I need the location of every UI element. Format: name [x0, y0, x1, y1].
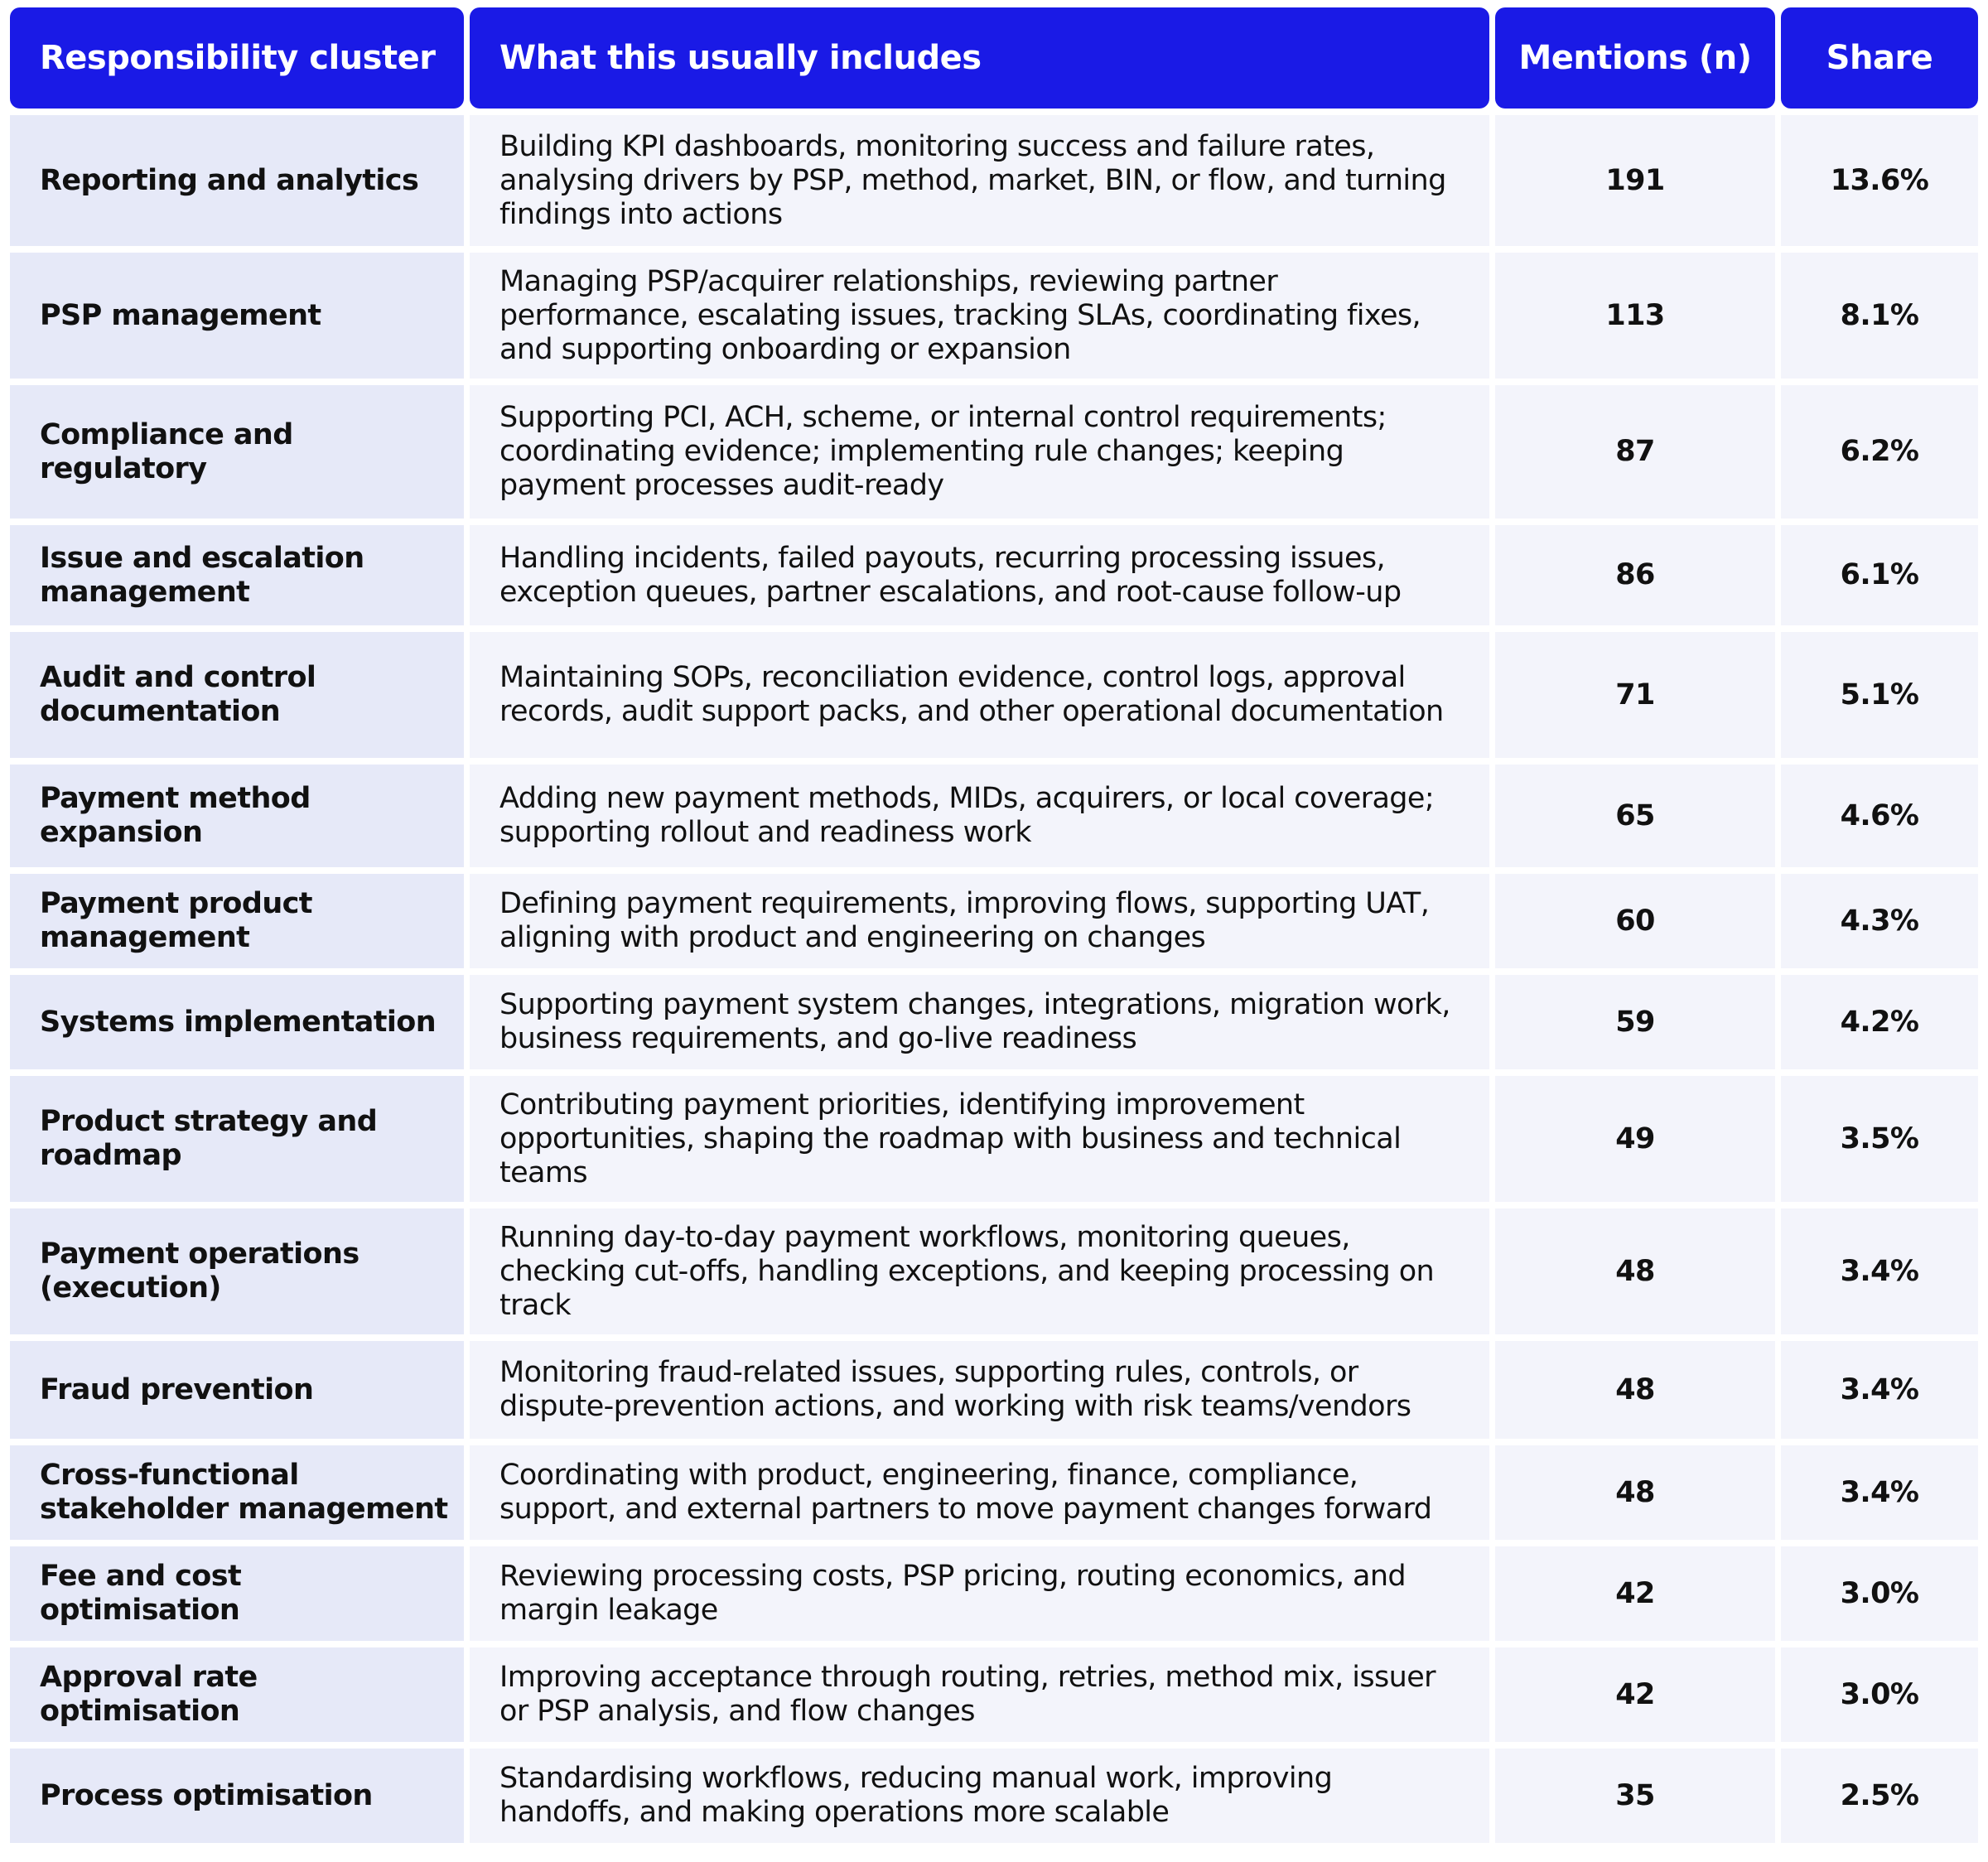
share-cell: 4.3%: [1781, 874, 1978, 968]
description-cell: Coordinating with product, engineering, finance, compliance, support, and external partners to move payment changes forward: [470, 1445, 1489, 1540]
header-mentions: Mentions (n): [1495, 7, 1775, 109]
cluster-cell: Systems implementation: [10, 975, 464, 1069]
cluster-cell: Process optimisation: [10, 1749, 464, 1843]
share-cell: 3.4%: [1781, 1445, 1978, 1540]
description-cell: Adding new payment methods, MIDs, acquirers, or local coverage; supporting rollout and readiness work: [470, 765, 1489, 867]
table-row: [10, 874, 1978, 968]
mentions-cell: 65: [1495, 765, 1775, 867]
table-header: [10, 7, 1978, 109]
cluster-cell: Payment method expansion: [10, 765, 464, 867]
description-cell: Supporting PCI, ACH, scheme, or internal control requirements; coordinating evidence; implementing rule changes; keeping payment processes audit-ready: [470, 385, 1489, 519]
description-cell: Maintaining SOPs, reconciliation evidence, control logs, approval records, audit support packs, and other operational documentation: [470, 632, 1489, 758]
share-cell: 4.6%: [1781, 765, 1978, 867]
description-cell: Contributing payment priorities, identifying improvement opportunities, shaping the roadmap with business and technical teams: [470, 1076, 1489, 1202]
share-cell: 3.4%: [1781, 1208, 1978, 1334]
description-cell: Handling incidents, failed payouts, recurring processing issues, exception queues, partner escalations, and root-cause follow-up: [470, 525, 1489, 625]
description-cell: Monitoring fraud-related issues, supporting rules, controls, or dispute-prevention actions, and working with risk teams/vendors: [470, 1341, 1489, 1439]
table-body: [10, 115, 1978, 1843]
table-row: [10, 525, 1978, 625]
description-cell: Standardising workflows, reducing manual work, improving handoffs, and making operations more scalable: [470, 1749, 1489, 1843]
table-row: [10, 385, 1978, 519]
table-row: [10, 253, 1978, 379]
mentions-cell: 59: [1495, 975, 1775, 1069]
mentions-cell: 87: [1495, 385, 1775, 519]
share-cell: 3.0%: [1781, 1546, 1978, 1641]
table-row: [10, 1445, 1978, 1540]
mentions-cell: 48: [1495, 1208, 1775, 1334]
table-row: [10, 1749, 1978, 1843]
cluster-cell: Reporting and analytics: [10, 115, 464, 246]
header-cluster: Responsibility cluster: [10, 7, 464, 109]
mentions-cell: 42: [1495, 1546, 1775, 1641]
share-cell: 6.1%: [1781, 525, 1978, 625]
mentions-cell: 86: [1495, 525, 1775, 625]
cluster-cell: Payment operations (execution): [10, 1208, 464, 1334]
description-cell: Building KPI dashboards, monitoring success and failure rates, analysing drivers by PSP, method, market, BIN, or flow, and turning findings into actions: [470, 115, 1489, 246]
cluster-cell: Payment product management: [10, 874, 464, 968]
header-share: Share: [1781, 7, 1978, 109]
description-cell: Managing PSP/acquirer relationships, reviewing partner performance, escalating issues, tracking SLAs, coordinating fixes, and supporting onboarding or expansion: [470, 253, 1489, 379]
share-cell: 8.1%: [1781, 253, 1978, 379]
table-row: [10, 1208, 1978, 1334]
share-cell: 5.1%: [1781, 632, 1978, 758]
mentions-cell: 113: [1495, 253, 1775, 379]
share-cell: 4.2%: [1781, 975, 1978, 1069]
table-row: [10, 1647, 1978, 1742]
cluster-cell: Cross-functional stakeholder management: [10, 1445, 464, 1540]
cluster-cell: PSP management: [10, 253, 464, 379]
responsibility-table: [10, 7, 1978, 1850]
description-cell: Reviewing processing costs, PSP pricing, routing economics, and margin leakage: [470, 1546, 1489, 1641]
mentions-cell: 48: [1495, 1445, 1775, 1540]
table-row: [10, 1076, 1978, 1202]
table-row: [10, 115, 1978, 246]
description-cell: Improving acceptance through routing, retries, method mix, issuer or PSP analysis, and flow changes: [470, 1647, 1489, 1742]
share-cell: 3.4%: [1781, 1341, 1978, 1439]
table-row: [10, 975, 1978, 1069]
mentions-cell: 35: [1495, 1749, 1775, 1843]
mentions-cell: 49: [1495, 1076, 1775, 1202]
cluster-cell: Fraud prevention: [10, 1341, 464, 1439]
cluster-cell: Issue and escalation management: [10, 525, 464, 625]
share-cell: 3.0%: [1781, 1647, 1978, 1742]
description-cell: Running day-to-day payment workflows, monitoring queues, checking cut-offs, handling exceptions, and keeping processing on track: [470, 1208, 1489, 1334]
description-cell: Defining payment requirements, improving flows, supporting UAT, aligning with product and engineering on changes: [470, 874, 1489, 968]
share-cell: 13.6%: [1781, 115, 1978, 246]
mentions-cell: 71: [1495, 632, 1775, 758]
description-cell: Supporting payment system changes, integrations, migration work, business requirements, and go-live readiness: [470, 975, 1489, 1069]
table-row: [10, 765, 1978, 867]
cluster-cell: Fee and cost optimisation: [10, 1546, 464, 1641]
cluster-cell: Approval rate optimisation: [10, 1647, 464, 1742]
cluster-cell: Compliance and regulatory: [10, 385, 464, 519]
mentions-cell: 60: [1495, 874, 1775, 968]
mentions-cell: 42: [1495, 1647, 1775, 1742]
table-row: [10, 1546, 1978, 1641]
cluster-cell: Audit and control documentation: [10, 632, 464, 758]
mentions-cell: 191: [1495, 115, 1775, 246]
share-cell: 2.5%: [1781, 1749, 1978, 1843]
share-cell: 3.5%: [1781, 1076, 1978, 1202]
share-cell: 6.2%: [1781, 385, 1978, 519]
header-description: What this usually includes: [470, 7, 1489, 109]
table-row: [10, 632, 1978, 758]
table-row: [10, 1341, 1978, 1439]
cluster-cell: Product strategy and roadmap: [10, 1076, 464, 1202]
mentions-cell: 48: [1495, 1341, 1775, 1439]
